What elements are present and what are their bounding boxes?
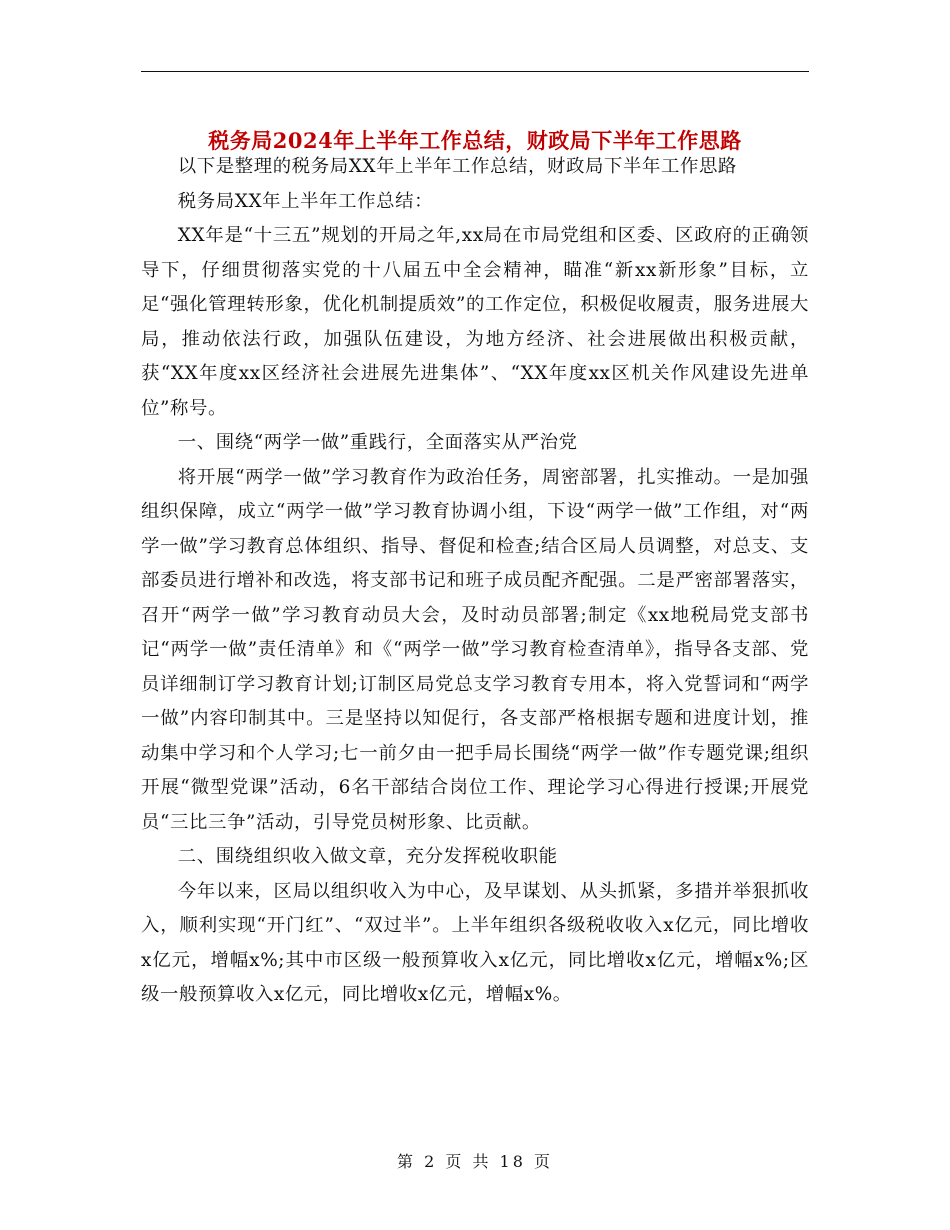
- paragraph-heading-one: 一、围绕“两学一做”重践行，全面落实从严治党: [177, 432, 578, 453]
- page-number: 第 2 页 共 18 页: [397, 1152, 553, 1171]
- document-body: [141, 150, 809, 1013]
- paragraph-section-heading: 税务局XX年上半年工作总结：: [177, 190, 434, 212]
- paragraph-overview: XX年是“十三五”规划的开局之年,xx局在市局党组和区委、区政府的正确领导下，仔细贯彻落实党的十八届五中全会精神，瞄准“新xx新形象”目标，立足“强化管理转形象，优化机制提质效”的工作定位，积极促收履责，服务进展大局，推动依法行政，加强队伍建设，为地方经济、社会进展做出积极贡献，获“XX年度xx区经济社会进展先进集体”、“XX年度xx区机关作风建设先进单位”称号。: [141, 225, 809, 419]
- paragraph-intro: 以下是整理的税务局XX年上半年工作总结，财政局下半年工作思路: [177, 156, 737, 177]
- document-title: 税务局2024年上半年工作总结，财政局下半年工作思路: [208, 128, 742, 154]
- paragraph-party-education: 将开展“两学一做”学习教育作为政治任务，周密部署，扎实推动。一是加强组织保障，成立“两学一做”学习教育协调小组，下设“两学一做”工作组，对“两学一做”学习教育总体组织、指导、督促和检查;结合区局人员调整，对总支、支部委员进行增补和改选，将支部书记和班子成员配齐配强。二是严密部署落实，召开“两学一做”学习教育动员大会，及时动员部署;制定《xx地税局党支部书记“两学一做”责任清单》和《“两学一做”学习教育检查清单》，指导各支部、党员详细制订学习教育计划;订制区局党总支学习教育专用本，将入党誓词和“两学一做”内容印制其中。三是坚持以知促行，各支部严格根据专题和进度计划，推动集中学习和个人学习;七一前夕由一把手局长围绕“两学一做”作专题党课;组织开展“微型党课”活动，6名干部结合岗位工作、理论学习心得进行授课;开展党员“三比三争”活动，引导党员树形象、比贡献。: [141, 466, 809, 833]
- paragraph-heading-two: 二、围绕组织收入做文章，充分发挥税收职能: [177, 846, 558, 867]
- header-rule: [141, 71, 809, 72]
- paragraph-revenue: 今年以来，区局以组织收入为中心，及早谋划、从头抓紧，多措并举狠抓收入，顺利实现“开门红”、“双过半”。上半年组织各级税收收入x亿元，同比增收x亿元，增幅x%;其中市区级一般预算收入x亿元，同比增收x亿元，增幅x%;区级一般预算收入x亿元，同比增收x亿元，增幅x%。: [141, 880, 809, 1005]
